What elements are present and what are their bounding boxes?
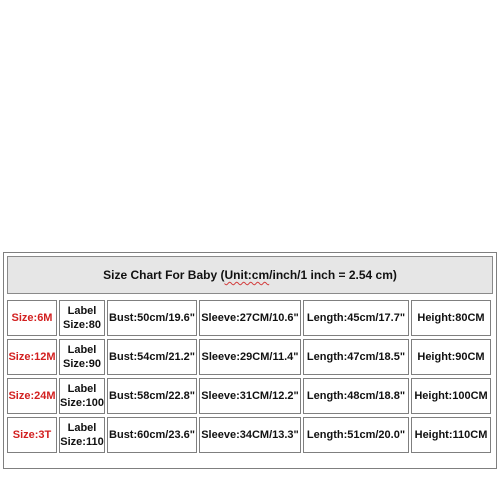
label-size-cell bbox=[59, 339, 105, 375]
sleeve-cell: Sleeve:31CM/12.2" bbox=[199, 378, 301, 414]
label-line: Label bbox=[67, 422, 97, 434]
size-cell: Size:12M bbox=[7, 339, 57, 375]
length-cell: Length:51cm/20.0" bbox=[303, 417, 409, 453]
table-row bbox=[7, 300, 491, 336]
length-cell: Length:48cm/18.8" bbox=[303, 378, 409, 414]
table-row bbox=[7, 339, 491, 375]
height-cell: Height:100CM bbox=[411, 378, 491, 414]
size-table bbox=[5, 297, 493, 456]
size-chart-frame bbox=[3, 252, 497, 469]
label-line: Label bbox=[67, 344, 97, 356]
length-cell: Length:47cm/18.5" bbox=[303, 339, 409, 375]
title-unit-word: Unit:cm bbox=[224, 268, 270, 282]
bust-cell: Bust:58cm/22.8" bbox=[107, 378, 197, 414]
title-prefix: Size Chart For Baby ( bbox=[103, 268, 225, 282]
bust-cell: Bust:50cm/19.6" bbox=[107, 300, 197, 336]
label-size-value: Size:100 bbox=[60, 397, 105, 409]
label-size-value: Size:110 bbox=[60, 436, 104, 448]
table-row bbox=[7, 378, 491, 414]
label-line: Label bbox=[67, 305, 97, 317]
title-suffix: /inch/1 inch = 2.54 cm) bbox=[269, 268, 397, 282]
table-row bbox=[7, 417, 491, 453]
size-cell: Size:24M bbox=[7, 378, 57, 414]
label-size-cell bbox=[59, 378, 105, 414]
size-cell: Size:6M bbox=[7, 300, 57, 336]
length-cell: Length:45cm/17.7" bbox=[303, 300, 409, 336]
height-cell: Height:80CM bbox=[411, 300, 491, 336]
height-cell: Height:110CM bbox=[411, 417, 491, 453]
sleeve-cell: Sleeve:27CM/10.6" bbox=[199, 300, 301, 336]
label-size-cell bbox=[59, 417, 105, 453]
sleeve-cell: Sleeve:29CM/11.4" bbox=[199, 339, 301, 375]
label-size-value: Size:90 bbox=[63, 358, 101, 370]
size-cell: Size:3T bbox=[7, 417, 57, 453]
label-size-cell bbox=[59, 300, 105, 336]
bust-cell: Bust:60cm/23.6" bbox=[107, 417, 197, 453]
size-chart-title bbox=[7, 256, 493, 294]
height-cell: Height:90CM bbox=[411, 339, 491, 375]
bust-cell: Bust:54cm/21.2" bbox=[107, 339, 197, 375]
label-size-value: Size:80 bbox=[63, 319, 101, 331]
sleeve-cell: Sleeve:34CM/13.3" bbox=[199, 417, 301, 453]
label-line: Label bbox=[67, 383, 97, 395]
